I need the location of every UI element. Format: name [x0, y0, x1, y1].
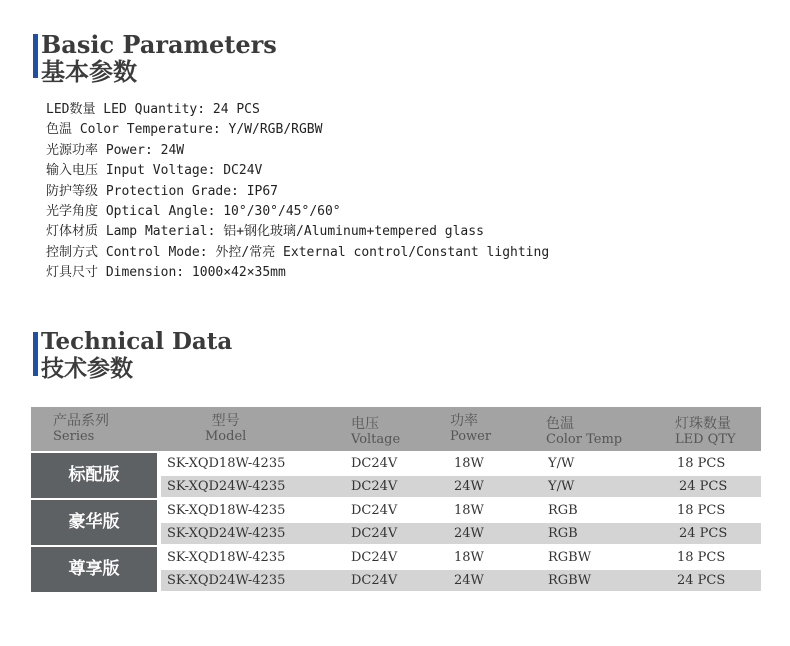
cell-model: SK-XQD24W-4235	[167, 573, 286, 588]
section-title-zh: 技术参数	[41, 355, 133, 382]
cell-color: Y/W	[548, 456, 575, 471]
param-dimension: 灯具尺寸 Dimension: 1000×42×35mm	[46, 265, 286, 281]
table-row	[161, 500, 761, 521]
cell-color: RGB	[548, 526, 578, 541]
cell-power: 24W	[454, 573, 484, 588]
series-label: 豪华版	[31, 500, 157, 545]
cell-qty: 18 PCS	[677, 550, 726, 565]
cell-color: Y/W	[548, 479, 575, 494]
header-model: 型号 Model	[205, 413, 247, 444]
cell-color: RGB	[548, 503, 578, 518]
cell-voltage: DC24V	[351, 573, 398, 588]
technical-data-table	[31, 407, 761, 592]
cell-model: SK-XQD18W-4235	[167, 456, 286, 471]
param-control-mode: 控制方式 Control Mode: 外控/常亮 External control/Constant lighting	[46, 244, 550, 260]
accent-bar	[33, 332, 38, 376]
header-series: 产品系列 Series	[53, 413, 109, 444]
cell-model: SK-XQD18W-4235	[167, 550, 286, 565]
header-led-qty: 灯珠数量 LED QTY	[675, 416, 736, 447]
cell-color: RGBW	[548, 550, 592, 565]
series-group-premium	[31, 547, 761, 592]
cell-voltage: DC24V	[351, 550, 398, 565]
param-lamp-material: 灯体材质 Lamp Material: 铝+钢化玻璃/Aluminum+tempered glass	[46, 224, 484, 240]
cell-qty: 24 PCS	[677, 573, 726, 588]
table-row	[161, 476, 761, 497]
cell-model: SK-XQD18W-4235	[167, 503, 286, 518]
header-power: 功率 Power	[450, 413, 492, 444]
cell-color: RGBW	[548, 573, 592, 588]
cell-power: 24W	[454, 479, 484, 494]
accent-bar	[33, 34, 38, 78]
table-row	[161, 570, 761, 591]
cell-qty: 18 PCS	[677, 503, 726, 518]
series-group-deluxe	[31, 500, 761, 545]
series-label: 标配版	[31, 453, 157, 498]
param-led-quantity: LED数量 LED Quantity: 24 PCS	[46, 102, 260, 117]
section-title-zh: 基本参数	[41, 57, 137, 86]
cell-model: SK-XQD24W-4235	[167, 479, 286, 494]
param-protection-grade: 防护等级 Protection Grade: IP67	[46, 183, 279, 199]
table-row	[161, 453, 761, 474]
cell-power: 18W	[454, 456, 484, 471]
cell-voltage: DC24V	[351, 503, 398, 518]
param-color-temperature: 色温 Color Temperature: Y/W/RGB/RGBW	[46, 122, 323, 138]
basic-parameters-list	[46, 100, 549, 284]
cell-voltage: DC24V	[351, 456, 398, 471]
table-row	[161, 523, 761, 544]
cell-model: SK-XQD24W-4235	[167, 526, 286, 541]
param-optical-angle: 光学角度 Optical Angle: 10°/30°/45°/60°	[46, 203, 341, 219]
cell-voltage: DC24V	[351, 479, 398, 494]
header-voltage: 电压 Voltage	[351, 416, 401, 447]
header-color-temp: 色温 Color Temp	[546, 416, 623, 447]
cell-power: 18W	[454, 550, 484, 565]
section-title-en: Technical Data	[41, 328, 233, 355]
table-header	[31, 407, 761, 451]
section-title-en: Basic Parameters	[41, 30, 277, 59]
cell-voltage: DC24V	[351, 526, 398, 541]
series-group-standard	[31, 453, 761, 498]
param-power: 光源功率 Power: 24W	[46, 142, 185, 158]
cell-qty: 24 PCS	[679, 526, 728, 541]
series-label: 尊享版	[31, 547, 157, 592]
cell-power: 18W	[454, 503, 484, 518]
table-row	[161, 547, 761, 568]
cell-qty: 18 PCS	[677, 456, 726, 471]
cell-power: 24W	[454, 526, 484, 541]
cell-qty: 24 PCS	[679, 479, 728, 494]
param-input-voltage: 输入电压 Input Voltage: DC24V	[46, 163, 263, 179]
